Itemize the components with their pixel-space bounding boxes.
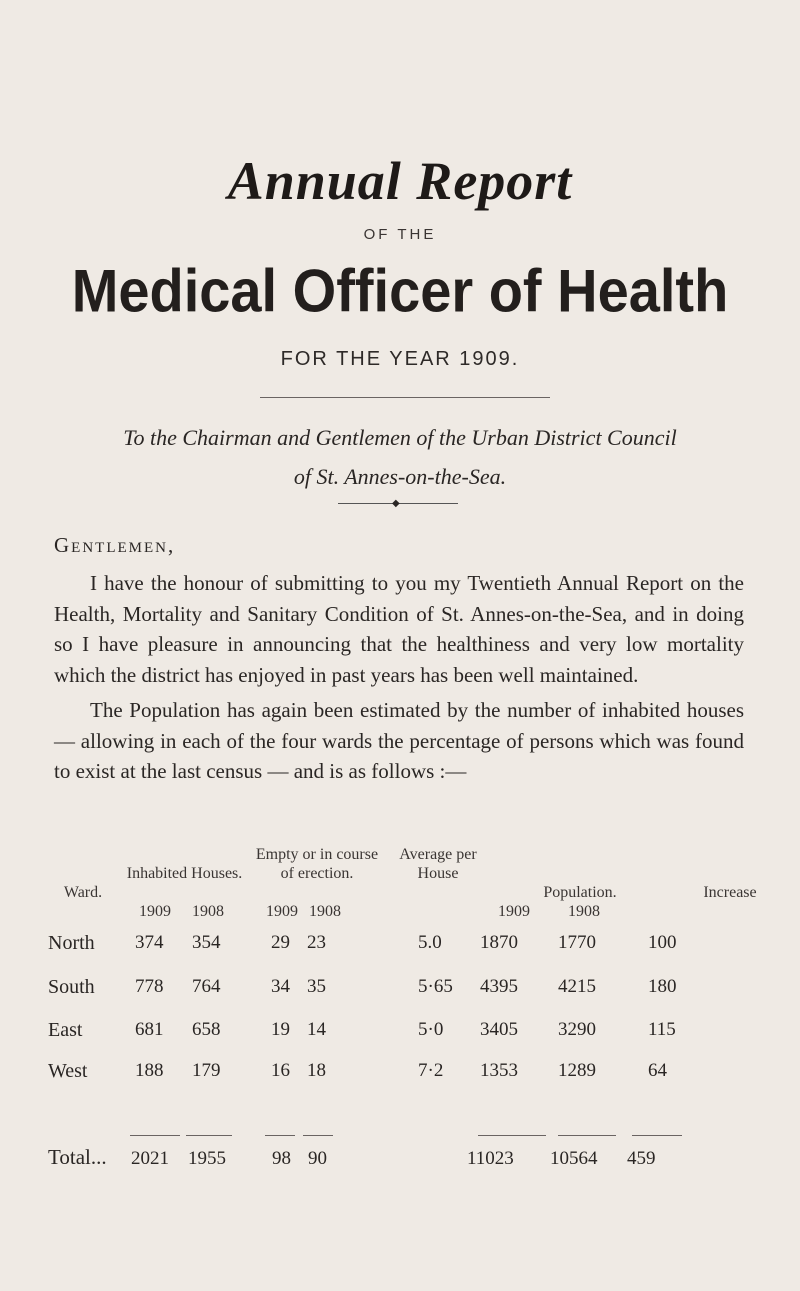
cell-inh-1909: 778 <box>135 976 164 997</box>
cell-average: 7·2 <box>418 1060 444 1081</box>
address-block <box>0 418 800 496</box>
cell-increase: 64 <box>648 1060 667 1081</box>
total-increase: 459 <box>627 1148 656 1169</box>
cell-pop-1908: 3290 <box>558 1019 596 1040</box>
address-line-1: To the Chairman and Gentlemen of the Urban District Council <box>123 425 677 450</box>
total-emp-1908: 90 <box>308 1148 327 1169</box>
sum-rule <box>130 1135 180 1136</box>
header-pop-1908: 1908 <box>568 903 600 920</box>
cell-emp-1908: 23 <box>307 932 326 953</box>
cell-emp-1909: 29 <box>271 932 290 953</box>
cell-inh-1909: 681 <box>135 1019 164 1040</box>
for-year-label: FOR THE YEAR 1909. <box>280 348 520 370</box>
header-emp-1909: 1909 <box>266 903 298 920</box>
cell-average: 5·65 <box>418 976 453 997</box>
cell-pop-1909: 1870 <box>480 932 518 953</box>
total-label: Total... <box>48 1145 107 1169</box>
cell-pop-1909: 3405 <box>480 1019 518 1040</box>
cell-emp-1908: 14 <box>307 1019 326 1040</box>
cell-emp-1909: 34 <box>271 976 290 997</box>
cell-inh-1908: 658 <box>192 1019 221 1040</box>
cell-ward: South <box>48 976 95 998</box>
sum-rule <box>632 1135 682 1136</box>
header-average: Average per House <box>399 846 477 882</box>
header-inh-1908: 1908 <box>192 903 224 920</box>
sum-rule <box>303 1135 333 1136</box>
cell-emp-1908: 18 <box>307 1060 326 1081</box>
cell-ward: East <box>48 1019 83 1041</box>
header-increase: Increase <box>703 884 757 901</box>
sum-rule <box>558 1135 616 1136</box>
cell-emp-1909: 16 <box>271 1060 290 1081</box>
main-title: Medical Officer of Health <box>71 256 729 325</box>
header-emp-1908: 1908 <box>309 903 341 920</box>
cell-pop-1909: 1353 <box>480 1060 518 1081</box>
total-inh-1908: 1955 <box>188 1148 226 1169</box>
ornament-divider: ◆ <box>338 497 458 511</box>
salutation: Gentlemen, <box>54 533 176 557</box>
of-the-label: OF THE <box>363 226 437 243</box>
cell-increase: 115 <box>648 1019 676 1040</box>
cell-emp-1908: 35 <box>307 976 326 997</box>
cell-inh-1909: 188 <box>135 1060 164 1081</box>
cell-ward: West <box>48 1060 88 1082</box>
total-pop-1909: 11023 <box>467 1148 514 1169</box>
total-emp-1909: 98 <box>272 1148 291 1169</box>
header-pop-1909: 1909 <box>498 903 530 920</box>
cell-average: 5.0 <box>418 932 442 953</box>
cell-pop-1908: 1289 <box>558 1060 596 1081</box>
cell-inh-1908: 354 <box>192 932 221 953</box>
sum-rule <box>478 1135 546 1136</box>
sum-rule <box>265 1135 295 1136</box>
cell-pop-1908: 1770 <box>558 932 596 953</box>
header-empty: Empty or in course of erection. <box>255 846 379 882</box>
header-inh-1909: 1909 <box>139 903 171 920</box>
paragraph-1: I have the honour of submitting to you my Twentieth Annual Report on the Health, Mortality and Sanitary Condition of St. Annes-on-the-Sea, and in doing so I have pleasure in announcing that the healthiness and very low mortality which the district has enjoyed in past years has been well maintained. <box>54 571 744 687</box>
header-inhabited: Inhabited Houses. <box>126 865 243 882</box>
title-divider <box>260 397 550 398</box>
total-pop-1908: 10564 <box>550 1148 598 1169</box>
cell-average: 5·0 <box>418 1019 444 1040</box>
cell-ward: North <box>48 932 95 954</box>
sum-rule <box>186 1135 232 1136</box>
report-title: Annual Report <box>227 151 573 211</box>
cell-inh-1908: 764 <box>192 976 221 997</box>
cell-increase: 180 <box>648 976 677 997</box>
header-population: Population. <box>543 884 617 901</box>
cell-inh-1908: 179 <box>192 1060 221 1081</box>
total-inh-1909: 2021 <box>131 1148 169 1169</box>
cell-inh-1909: 374 <box>135 932 164 953</box>
paragraph-2: The Population has again been estimated by the number of inhabited houses— allowing in each of the four wards the percentage of persons which was found to exist at the last census — and is as follows :— <box>54 698 744 783</box>
cell-pop-1908: 4215 <box>558 976 596 997</box>
address-line-2: of St. Annes-on-the-Sea. <box>293 464 507 489</box>
cell-increase: 100 <box>648 932 677 953</box>
cell-pop-1909: 4395 <box>480 976 518 997</box>
header-ward: Ward. <box>63 884 103 901</box>
cell-emp-1909: 19 <box>271 1019 290 1040</box>
